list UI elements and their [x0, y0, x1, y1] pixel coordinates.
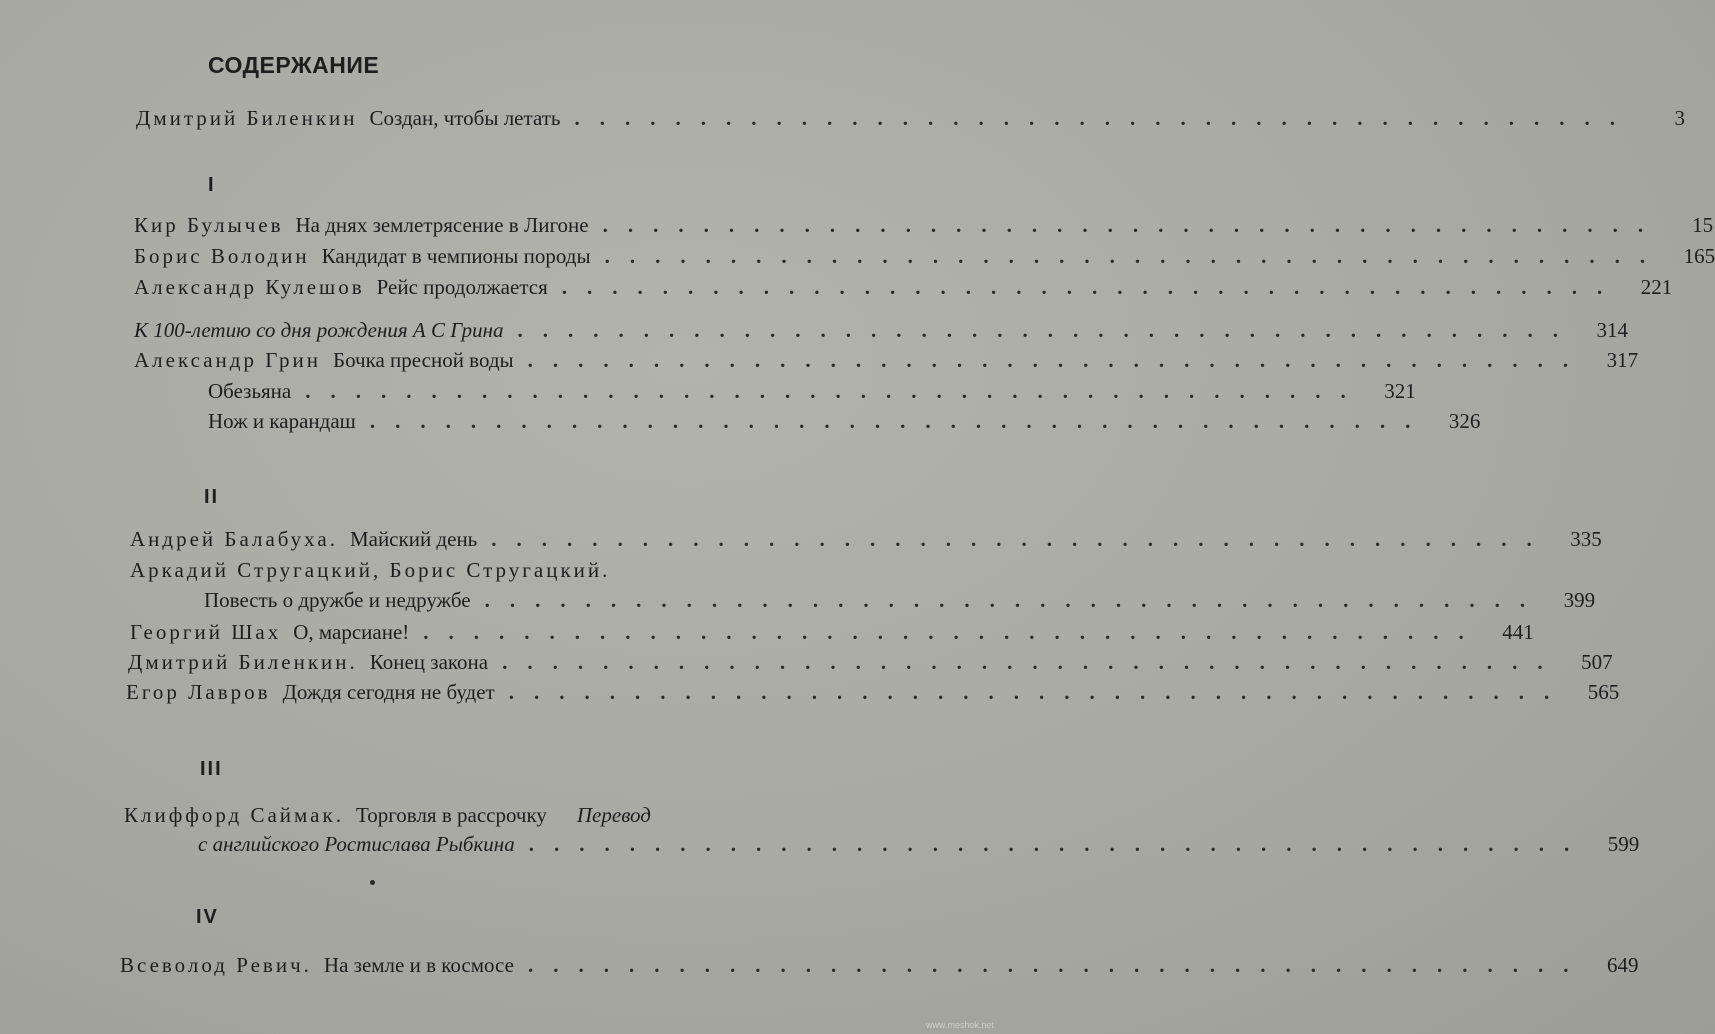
section-heading-4: IV — [196, 906, 219, 928]
entry-title: Конец закона — [369, 650, 489, 674]
page-title: СОДЕРЖАНИЕ — [208, 52, 380, 78]
toc-entry — [134, 213, 1714, 241]
entry-title: Рейс продолжается — [376, 275, 548, 299]
entry-page: 507 — [1581, 650, 1613, 674]
entry-title: Обезьяна — [208, 379, 292, 403]
entry-page: 335 — [1570, 527, 1602, 551]
toc-entry — [130, 620, 1534, 648]
section-heading-2: II — [204, 486, 220, 508]
entry-page: 599 — [1607, 832, 1640, 856]
entry-page: 399 — [1563, 588, 1596, 612]
entry-title: К 100-летию со дня рождения А С Грина — [134, 318, 504, 342]
entry-page: 3 — [1674, 106, 1685, 130]
entry-title: Майский день — [349, 527, 478, 551]
entry-author: Клиффорд Саймак. — [124, 803, 344, 827]
leader-dots: .......................................... — [528, 832, 1590, 856]
entry-author: Кир Булычев — [134, 213, 284, 237]
entry-page: 441 — [1502, 620, 1534, 644]
leader-dots: .......................................... — [604, 244, 1666, 268]
leader-dots: .......................................... — [508, 680, 1570, 704]
toc-entry — [128, 650, 1613, 678]
entry-title: Дождя сегодня не будет — [282, 680, 495, 704]
leader-dots: .......................................... — [423, 620, 1484, 644]
toc-entry — [134, 318, 1628, 346]
toc-entry — [198, 832, 1640, 860]
leader-dots: .......................................... — [502, 650, 1563, 674]
entry-author: Дмитрий Биленкин. — [128, 650, 358, 674]
toc-entry — [208, 409, 1481, 437]
leader-dots: .......................................... — [484, 588, 1546, 612]
entry-page: 649 — [1606, 953, 1639, 977]
toc-entry — [134, 348, 1639, 376]
leader-dots: .......................................... — [369, 409, 1431, 433]
entry-author: Александр Грин — [134, 348, 322, 372]
ink-speck — [370, 880, 375, 885]
entry-page: 565 — [1587, 680, 1620, 704]
entry-title: Бочка пресной воды — [333, 348, 514, 372]
toc-entry — [130, 527, 1602, 555]
entry-page: 15 — [1692, 213, 1714, 237]
entry-author: Всеволод Ревич. — [120, 953, 312, 977]
leader-dots: .......................................... — [517, 318, 1578, 342]
entry-author: Александр Кулешов — [134, 275, 365, 299]
entry-page: 317 — [1606, 348, 1639, 372]
entry-title: Нож и карандаш — [208, 409, 356, 433]
entry-page: 221 — [1640, 275, 1673, 299]
entry-page: 165 — [1683, 244, 1715, 268]
toc-entry — [126, 680, 1620, 708]
entry-title: О, марсиане! — [293, 620, 410, 644]
entry-page: 326 — [1448, 409, 1481, 433]
entry-title: Торговля в рассрочку — [355, 803, 547, 827]
section-heading-1: I — [208, 174, 216, 196]
entry-author: Дмитрий Биленкин — [136, 106, 358, 130]
entry-author: Георгий Шах — [130, 620, 282, 644]
leader-dots: .......................................... — [527, 348, 1589, 372]
leader-dots: .......................................... — [561, 275, 1623, 299]
toc-entry — [204, 588, 1596, 616]
leader-dots: .......................................... — [602, 213, 1664, 237]
leader-dots: .......................................... — [574, 106, 1635, 130]
entry-title: Создан, чтобы летать — [369, 106, 561, 130]
toc-entry-authors — [130, 558, 940, 586]
entry-title: Повесть о дружбе и недружбе — [204, 588, 471, 612]
entry-title: На днях землетрясение в Лигоне — [295, 213, 589, 237]
entry-author: Аркадий Стругацкий, Борис Стругацкий. — [130, 558, 611, 582]
entry-title: На земле и в космосе — [323, 953, 514, 977]
leader-dots: .......................................... — [527, 953, 1589, 977]
leader-dots: .......................................... — [491, 527, 1552, 551]
entry-author: Егор Лавров — [126, 680, 271, 704]
toc-entry-intro — [136, 106, 1685, 134]
leader-dots: .......................................... — [305, 379, 1366, 403]
watermark: www.meshok.net — [925, 1020, 994, 1030]
toc-entry — [120, 953, 1639, 981]
toc-entry — [134, 244, 1715, 272]
entry-author: Борис Володин — [134, 244, 310, 268]
entry-title: Кандидат в чемпионы породы — [321, 244, 591, 268]
entry-author: Андрей Балабуха. — [130, 527, 338, 551]
entry-page: 321 — [1384, 379, 1416, 403]
toc-entry-author-line — [124, 803, 940, 831]
toc-entry — [134, 275, 1673, 303]
toc-entry — [208, 379, 1416, 407]
entry-translation: с английского Ростислава Рыбкина — [198, 832, 515, 856]
entry-translation: Перевод — [576, 803, 651, 827]
entry-page: 314 — [1596, 318, 1628, 342]
section-heading-3: III — [200, 758, 223, 780]
